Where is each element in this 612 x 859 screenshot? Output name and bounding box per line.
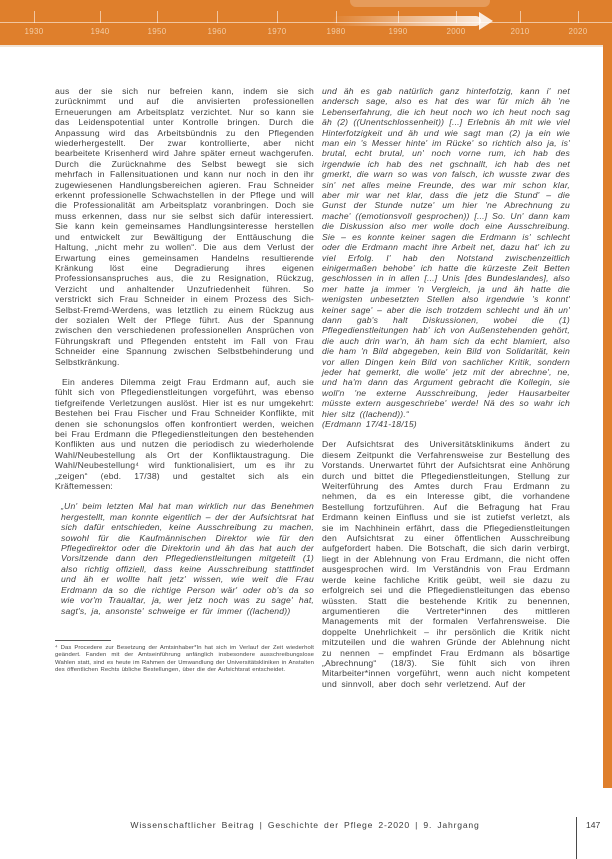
footnote-rule xyxy=(55,640,111,641)
interview-quote-continuation: und äh es gab natürlich ganz hinterfotzig, kann i' net andersch sage, also es hat des war für mich äh 'ne Lebenserfahrung, die ich heut noch wo ich heut noch sag äh (2) ((Unentschlossenheit)) [...] Erlebnis äh mit wie viel Hinterfotzigkeit und äh und wie sagt man (2) ja ein wie man ein 's Messer hinte' im Rücke' so richtich also ja, is' brutal, echt brutal, un' noch vorne rum, ich hab des irgendwie ich hab des net gschnallt, ich hab des net gmerkt, die warn so was von falsch, ich wusste zwar des sin' net alles meine Freunde, des war mir schon klar, aber mir war net klar, dass die jetz die Stund' – die Gunst der Stunde nutze' um hier 'ne Abrechnung zu mache' ((emotionsvoll gesprochen)) [...] So. Un' dann kam die Diskussion also mer wolle doch eine Ausschreibung. Sie – es konnte keiner sagen die Erdmann is' schlecht oder die Erdmann macht ihre Arbeit net, dazu hat' ich zu viel Erfolg. I' hab den Notstand zwischenzeitlich einigermaßen behobe' ich hatte die kürzeste Zeit Betten geschlossen in in allen [...] Unis [des Bundeslandes], also mer hatte ja immer 'n Vergleich, ja und äh hatte die wenigsten unbesetzten Stellen also irgendwie 's konnt' keiner sage' – aber die isch trotzdem schlecht und äh un' dann gab's halt Diskussionen, wobei die (1) Pflegedienstleitungen hab' ich von Außenstehenden gehört, die auch drin war'n, äh ham sich da echt blamiert, also die ham 'n Bild abgegeben, kein Bild von Solidarität, kein vor allen Dingen kein Bild von sachlicher Kritik, sondern jeder hat gemerkt, die wolle' jetz mit der abrechne', ne, und ha'm dann das Argument gebracht die Kollegin, sie woll'n 'ne externe Ausschreibung, jeder Hausarbeiter müsste extern ausgeschriebe' werde! Nä des so wahr ich hier sitz ((lachend)).“ xyxy=(322,86,570,419)
body-column-right xyxy=(322,86,570,689)
timeline-tick xyxy=(217,11,218,23)
timeline-tick xyxy=(277,11,278,23)
side-accent-bar xyxy=(603,45,612,788)
timeline-year-label: 2000 xyxy=(446,27,466,36)
body-column-left xyxy=(55,86,314,674)
footnote: ⁴ Das Procedere zur Besetzung der Amtsinhaber*In hat sich im Verlauf der Zeit wiederholt geändert. Fanden mit der Amtseinführung anfänglich insbesondere ausschreibungslose Wahlen statt, sind es heute im Rahmen der Umwandlung der Universitätskliniken in Anstalten des öffentlichen Rechts übliche Bestellungen, über die der Aufsichtsrat entscheidet. xyxy=(55,644,314,673)
timeline-arrowhead-icon xyxy=(479,12,493,30)
timeline-tick xyxy=(578,11,579,23)
timeline-tick xyxy=(157,11,158,23)
quote-citation: (Erdmann 17/41-18/15) xyxy=(322,419,417,429)
footer-divider xyxy=(576,817,577,859)
timeline-banner xyxy=(0,0,612,45)
interview-quote: „Un' beim letzten Mal hat man wirklich nur das Benehmen hergestellt, man konnte eigentlich – der der Aufsichtsrat hat sich dafür entschieden, keine Ausschreibung zu machen, sowohl für die Kaufmännischen Direktor wie für den Pflegedirektor oder die Direktorin und äh das hat auch der Vorsitzende dann den Pflegedienstleitungen mitgeteilt (1) also richtig offiziell, dass keine Ausschreibung stattfindet und äh er wollte halt jetz' wissen, wie weit die Frau Erdmann da so die richtige Person wär' oder ob's da so wie vor'm Traualtar, ja, wer jetz noch was zu sage' hat, sagt's, ja, ansonste' schweige er für immer ((lachend)) xyxy=(61,501,314,616)
paragraph: aus der sie sich nur befreien kann, indem sie sich zurücknimmt und auf die anvisierten professionellen Erneuerungen am Arbeitsplatz verzichtet. Nur so kann sie das Leidenspotential unter Kontrolle bringen. Durch die Anpassung wird das Arbeitsbündnis zu den Pflegenden wiederhergestellt. Der zwar kontrollierte, aber nicht bearbeitete Krisenherd wird Jahre später erneut wachgerufen. Durch die Zurücknahme des Selbst bewegt sie sich mehrfach in Fallensituationen und kann nur noch in den ihr zugewiesenen Handlungsbereichen agieren. Frau Schneider erkennt professionelle Schwachstellen in der Pflege und will die Professionalität am Arbeitsplatz voranbringen. Doch sie muss erkennen, dass nur sie selbst sich dafür interessiert. Sie kann kein gemeinsames Handlungsinteresse herstellen und entwickelt zur Bewältigung der Enttäuschung die Haltung, „nicht mehr zu wollen“. Die aus dem Verlust der Erwartung eines gemeinsamen Handelns resultierende Kränkung löst eine Degradierung ihres eigenen Professionsanspruches aus, die zu Resignation, Rückzug, Verzicht und anhaltender Unzufriedenheit führen. So verstrickt sich Frau Schneider in einem Prozess des Sich-Selbst-Fremd-Werdens, was letztlich zu einem Rückzug aus der sozialen Welt der Pflege führt. Aus der Spannung zwischen den verschiedenen professionellen Ansprüchen von Führungskraft und Pflegenden entsteht im Fall von Frau Schneider eine Spannung zwischen Selbstbehinderung und Selbstkränkung. xyxy=(55,86,314,367)
timeline-year-label: 1990 xyxy=(388,27,408,36)
timeline-year-label: 1950 xyxy=(147,27,167,36)
page-number: 147 xyxy=(586,820,601,830)
timeline-tick xyxy=(520,11,521,23)
footer-caption: Wissenschaftlicher Beitrag | Geschichte der Pflege 2-2020 | 9. Jahrgang xyxy=(130,820,480,830)
banner-underline xyxy=(0,45,612,47)
timeline-year-label: 2010 xyxy=(510,27,530,36)
timeline-year-label: 1970 xyxy=(267,27,287,36)
timeline-arrow-icon xyxy=(333,16,481,26)
timeline-tick xyxy=(34,11,35,23)
paragraph: Ein anderes Dilemma zeigt Frau Erdmann auf, auch sie fühlt sich von Pflegedienstleitungen vorgeführt, was ebenso tiefgreifende Verletzungen auslöst. Hier ist es nur umgekehrt: Bestehen bei Frau Fischer und Frau Schneider Konflikte, mit denen sie schonungslos offen konfrontiert werden, weichen bei Frau Erdmann die Pflegedienstleitungen den bestehenden Konflikten aus und nutzen die periodisch zu wiederholende Wahl/Neubestellung als Ort der Konfliktaustragung. Die Wahl/Neubestellung⁴ wird funktionalisiert, um es ihr zu „zeigen“ (ebd. 17/38) und gestaltet sich als ein Kräftemessen: xyxy=(55,376,314,492)
timeline-year-label: 1960 xyxy=(207,27,227,36)
timeline-year-label: 1940 xyxy=(90,27,110,36)
timeline-year-label: 1980 xyxy=(326,27,346,36)
timeline-year-label: 1930 xyxy=(24,27,44,36)
timeline-year-label: 2020 xyxy=(568,27,588,36)
timeline-highlight-band xyxy=(350,0,490,7)
paragraph: Der Aufsichtsrat des Universitätsklinikums ändert zu diesem Zeitpunkt die Verfahrensweise zur Bestellung des Vorstands. Unerwartet führt der Aufsichtsrat eine Anhörung durch und bittet die Pflegedienstleitungen, Stellung zur Weiterführung des Amtes durch Frau Erdmann zu nehmen, da es ein Interesse gibt, die vorhandene Bestellung fortzuführen. Auf die Befragung hat Frau Erdmann keinen Einfluss und sie ist zutiefst verletzt, als sie im Nachhinein erfährt, dass die Pflegedienstleitungen den Aufsichtsrat zu einer öffentlichen Ausschreibung aufgefordert haben. Die Botschaft, die sich darin verbirgt, liegt in der Ablehnung von Frau Erdmann, die nicht offen ausgesprochen wird. Im Verständnis von Frau Erdmann werde keine fachliche Kritik geübt, weil sie dazu zu erfolgreich sei und die Pflegedienstleitungen das ebenso wüssten. Statt die bestehende Kritik zu benennen, argumentieren die Vertreter*innen des mittleren Managements mit der formalen Verfahrensweise. Die doppelte Unehrlichkeit – ihr persönlich die Kritik nicht mitzuteilen und die wahren Gründe der Ablehnung nicht zu nennen – empfindet Frau Erdmann als bösartige „Abrechnung“ (18/3). Sie fühlt sich von ihren Mitarbeiter*innen vorgeführt, wenn auch nicht kompetent und sinnvoll, aber doch sehr verletzend. Auf der xyxy=(322,439,570,689)
timeline-tick xyxy=(100,11,101,23)
